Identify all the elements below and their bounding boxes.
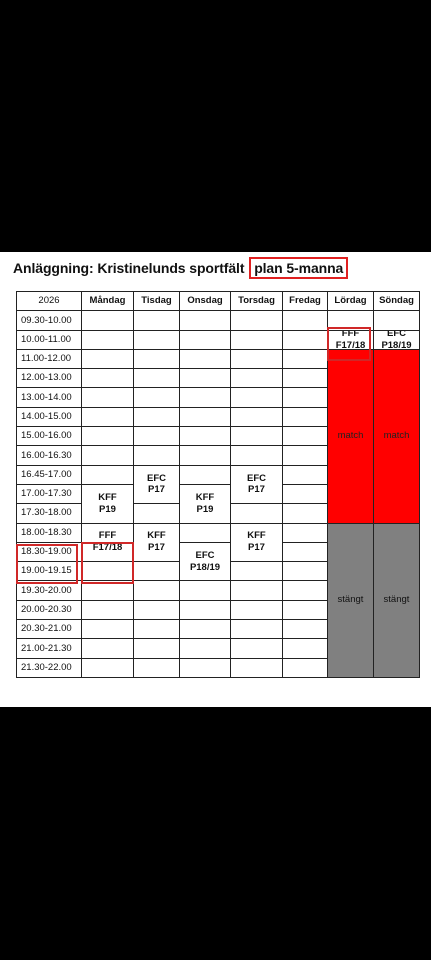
match-block-sondag: match (374, 350, 420, 524)
empty-cell (82, 601, 134, 620)
booking-onsdag-efc: EFC P18/19 (180, 543, 231, 582)
empty-cell (231, 601, 283, 620)
header-lordag: Lördag (328, 292, 374, 311)
time-slot: 16.00-16.30 (17, 446, 82, 465)
time-slot: 12.00-13.00 (17, 369, 82, 388)
empty-cell (134, 446, 180, 465)
time-slot: 20.30-21.00 (17, 620, 82, 639)
empty-cell (283, 639, 328, 658)
empty-cell (180, 659, 231, 678)
empty-cell (134, 331, 180, 350)
time-slot: 18.30-19.00 (17, 543, 82, 562)
empty-cell (283, 408, 328, 427)
empty-cell (283, 620, 328, 639)
empty-cell (231, 620, 283, 639)
empty-cell (82, 369, 134, 388)
empty-cell (134, 311, 180, 330)
empty-cell (82, 620, 134, 639)
empty-cell (328, 311, 374, 330)
booking-sondag-efc: EFC P18/19 (374, 331, 420, 350)
empty-cell (134, 388, 180, 407)
empty-cell (283, 331, 328, 350)
empty-cell (180, 311, 231, 330)
title-prefix: Anläggning: Kristinelunds sportfält (13, 260, 245, 276)
booking-mandag-fff: FFF F17/18 (82, 524, 134, 563)
booking-lordag-fff: FFF F17/18 (328, 331, 374, 350)
empty-cell (82, 331, 134, 350)
empty-cell (134, 427, 180, 446)
empty-cell (180, 408, 231, 427)
closed-block-lordag: stängt (328, 524, 374, 678)
empty-cell (283, 466, 328, 485)
header-onsdag: Onsdag (180, 292, 231, 311)
empty-cell (231, 659, 283, 678)
empty-cell (180, 331, 231, 350)
empty-cell (231, 331, 283, 350)
booking-onsdag-kff: KFF P19 (180, 485, 231, 524)
empty-cell (283, 350, 328, 369)
time-slot: 19.30-20.00 (17, 581, 82, 600)
empty-cell (134, 562, 180, 581)
empty-cell (82, 659, 134, 678)
empty-cell (180, 466, 231, 485)
header-mandag: Måndag (82, 292, 134, 311)
empty-cell (134, 620, 180, 639)
empty-cell (231, 311, 283, 330)
time-slot: 19.00-19.15 (17, 562, 82, 581)
empty-cell (231, 427, 283, 446)
empty-cell (283, 581, 328, 600)
empty-cell (82, 408, 134, 427)
booking-tisdag-efc: EFC P17 (134, 466, 180, 505)
empty-cell (180, 446, 231, 465)
empty-cell (374, 311, 420, 330)
empty-cell (283, 659, 328, 678)
time-slot: 21.00-21.30 (17, 639, 82, 658)
empty-cell (180, 388, 231, 407)
empty-cell (283, 562, 328, 581)
empty-cell (134, 369, 180, 388)
empty-cell (82, 581, 134, 600)
empty-cell (134, 581, 180, 600)
empty-cell (82, 562, 134, 581)
empty-cell (231, 504, 283, 523)
empty-cell (82, 311, 134, 330)
empty-cell (134, 601, 180, 620)
time-slot: 14.00-15.00 (17, 408, 82, 427)
empty-cell (231, 388, 283, 407)
empty-cell (180, 524, 231, 543)
empty-cell (180, 601, 231, 620)
empty-cell (283, 369, 328, 388)
booking-torsdag-kff: KFF P17 (231, 524, 283, 563)
empty-cell (82, 446, 134, 465)
empty-cell (82, 466, 134, 485)
empty-cell (231, 408, 283, 427)
time-slot: 16.45-17.00 (17, 466, 82, 485)
time-slot: 17.00-17.30 (17, 485, 82, 504)
header-fredag: Fredag (283, 292, 328, 311)
schedule-sheet (0, 252, 431, 707)
empty-cell (82, 350, 134, 369)
empty-cell (231, 562, 283, 581)
empty-cell (283, 485, 328, 504)
empty-cell (82, 388, 134, 407)
empty-cell (82, 639, 134, 658)
closed-block-sondag: stängt (374, 524, 420, 678)
booking-torsdag-efc: EFC P17 (231, 466, 283, 505)
empty-cell (231, 446, 283, 465)
empty-cell (283, 446, 328, 465)
empty-cell (283, 427, 328, 446)
header-sondag: Söndag (374, 292, 420, 311)
empty-cell (283, 311, 328, 330)
empty-cell (180, 427, 231, 446)
header-tisdag: Tisdag (134, 292, 180, 311)
time-slot: 13.00-14.00 (17, 388, 82, 407)
empty-cell (82, 427, 134, 446)
empty-cell (283, 601, 328, 620)
empty-cell (180, 350, 231, 369)
time-slot: 21.30-22.00 (17, 659, 82, 678)
match-block-lordag: match (328, 350, 374, 524)
empty-cell (180, 581, 231, 600)
empty-cell (231, 369, 283, 388)
empty-cell (180, 369, 231, 388)
empty-cell (231, 639, 283, 658)
header-year: 2026 (17, 292, 82, 311)
empty-cell (180, 639, 231, 658)
title-highlight: plan 5-manna (249, 257, 348, 279)
schedule-table (16, 291, 420, 678)
empty-cell (134, 408, 180, 427)
empty-cell (231, 350, 283, 369)
time-slot: 09.30-10.00 (17, 311, 82, 330)
empty-cell (283, 504, 328, 523)
empty-cell (283, 524, 328, 543)
time-slot: 15.00-16.00 (17, 427, 82, 446)
booking-mandag-kff: KFF P19 (82, 485, 134, 524)
header-torsdag: Torsdag (231, 292, 283, 311)
time-slot: 18.00-18.30 (17, 524, 82, 543)
empty-cell (134, 639, 180, 658)
page-title (13, 260, 348, 276)
empty-cell (180, 620, 231, 639)
empty-cell (134, 659, 180, 678)
empty-cell (283, 388, 328, 407)
time-slot: 20.00-20.30 (17, 601, 82, 620)
booking-tisdag-kff: KFF P17 (134, 524, 180, 563)
time-slot: 10.00-11.00 (17, 331, 82, 350)
empty-cell (283, 543, 328, 562)
empty-cell (134, 350, 180, 369)
empty-cell (134, 504, 180, 523)
empty-cell (231, 581, 283, 600)
time-slot: 17.30-18.00 (17, 504, 82, 523)
time-slot: 11.00-12.00 (17, 350, 82, 369)
